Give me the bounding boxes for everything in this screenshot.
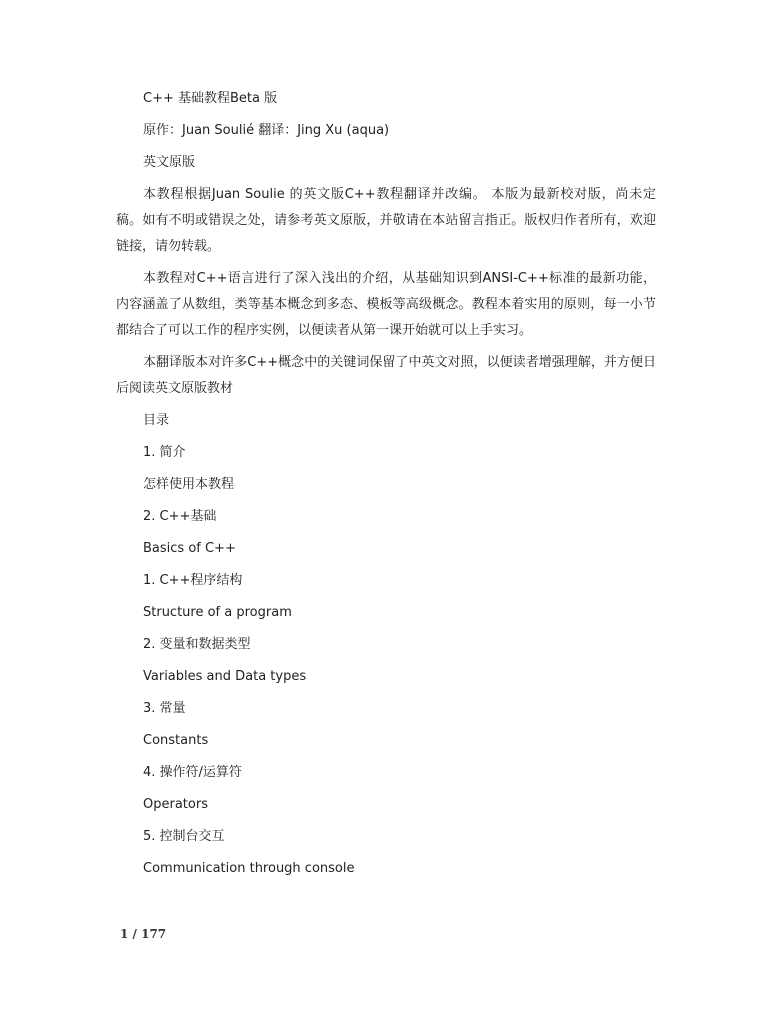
toc-item[interactable]: 4. 操作符/运算符 (143, 765, 242, 780)
toc-item[interactable]: 2. 变量和数据类型 (143, 637, 251, 652)
toc-heading: 目录 (143, 413, 170, 428)
toc-item[interactable]: 怎样使用本教程 (143, 477, 235, 492)
document-title: C++ 基础教程Beta 版 (143, 91, 278, 106)
intro-paragraph-1: 本教程根据Juan Soulie 的英文版C++教程翻译并改编。 本版为最新校对版，尚未定稿。如有不明或错误之处，请参考英文原版，并敬请在本站留言指正。版权归作者所有，欢迎链接，请勿转载。 (116, 187, 656, 254)
intro-paragraph-2: 本教程对C++语言进行了深入浅出的介绍，从基础知识到ANSI-C++标准的最新功能，内容涵盖了从数组，类等基本概念到多态、模板等高级概念。教程本着实用的原则，每一小节都结合了可以工作的程序实例，以便读者从第一课开始就可以上手实习。 (116, 271, 656, 338)
intro-paragraph-3: 本翻译版本对许多C++概念中的关键词保留了中英文对照，以便读者增强理解，并方便日后阅读英文原版教材 (116, 355, 656, 396)
toc-item[interactable]: Variables and Data types (143, 669, 307, 684)
toc-item[interactable]: Communication through console (143, 861, 355, 876)
toc-item[interactable]: Structure of a program (143, 605, 292, 620)
toc-item[interactable]: 3. 常量 (143, 701, 186, 716)
original-version-link[interactable]: 英文原版 (143, 155, 196, 170)
page-content (116, 86, 656, 888)
credits-line: 原作：Juan Soulié 翻译：Jing Xu (aqua) (143, 123, 390, 138)
toc-item[interactable]: Operators (143, 797, 208, 812)
toc-item[interactable]: Basics of C++ (143, 541, 236, 556)
toc-item[interactable]: Constants (143, 733, 209, 748)
toc-item[interactable]: 1. 简介 (143, 445, 186, 460)
toc-item[interactable]: 2. C++基础 (143, 509, 217, 524)
page-indicator: 1 / 177 (120, 927, 167, 941)
toc-item[interactable]: 1. C++程序结构 (143, 573, 243, 588)
toc-item[interactable]: 5. 控制台交互 (143, 829, 225, 844)
